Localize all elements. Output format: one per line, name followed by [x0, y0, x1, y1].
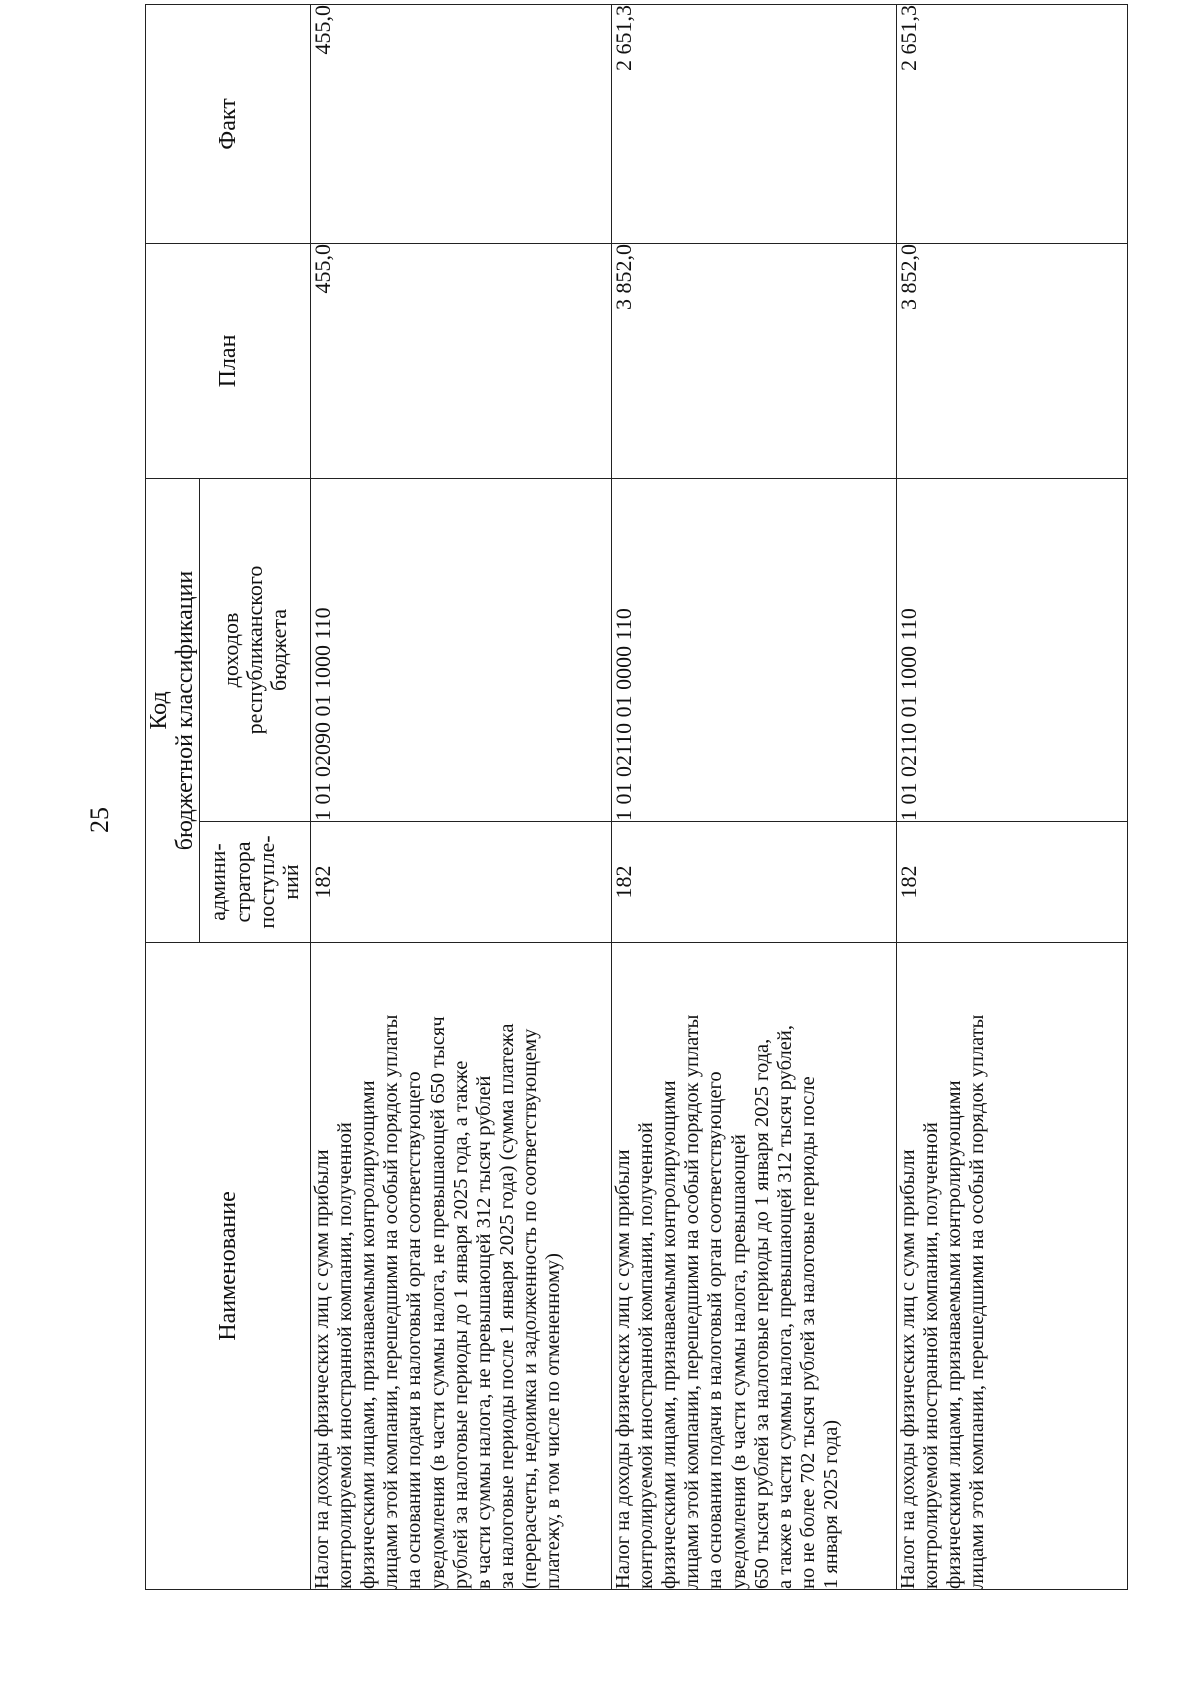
budget-table [145, 4, 1128, 1590]
row-name: Налог на доходы физических лиц с сумм прибыли контролируемой иностранной компании, полученной физическими лицами, признаваемыми контролирующими лицами этой компании, перешедшими на особый порядок уплаты [896, 943, 1127, 1590]
row-administrator-code: 182 [896, 822, 1127, 943]
row-plan-value: 455,0 [310, 243, 611, 478]
rotated-table-container [145, 5, 1115, 1590]
header-fact: Факт [146, 4, 311, 243]
row-fact-value: 455,0 [310, 4, 611, 243]
row-name: Налог на доходы физических лиц с сумм прибыли контролируемой иностранной компании, полученной физическими лицами, признаваемыми контролирующими лицами этой компании, перешедшими на особый порядок уплаты на основании подачи в налоговый орган соответствующего уведомления (в части суммы налога, превышающей 650 тысяч рублей за налоговые периоды до 1 января 2025 года, а также в части суммы налога, превышающей 312 тысяч рублей, но не более 702 тысяч рублей за налоговые периоды после 1 января 2025 года) [611, 943, 896, 1590]
row-plan-value: 3 852,0 [896, 243, 1127, 478]
row-fact-value: 2 651,3 [896, 4, 1127, 243]
header-plan: План [146, 243, 311, 478]
header-revenue: доходов республиканского бюджета [199, 478, 310, 821]
table-row [611, 4, 896, 1589]
table-row [896, 4, 1127, 1589]
row-revenue-code: 1 01 02110 01 1000 110 [896, 478, 1127, 821]
header-administrator: админи- стратора поступле- ний [199, 822, 310, 943]
row-name: Налог на доходы физических лиц с сумм прибыли контролируемой иностранной компании, полученной физическими лицами, признаваемыми контролирующими лицами этой компании, перешедшими на особый порядок уплаты на основании подачи в налоговый орган соответствующего уведомления (в части суммы налога, не превышающей 650 тысяч рублей за налоговые периоды до 1 января 2025 года, а также в части суммы налога, не превышающей 312 тысяч рублей за налоговые периоды после 1 января 2025 года) (сумма платежа (перерасчеты, недоимка и задолженность по соответствующему платежу, в том числе по отмененному) [310, 943, 611, 1590]
row-revenue-code: 1 01 02090 01 1000 110 [310, 478, 611, 821]
row-plan-value: 3 852,0 [611, 243, 896, 478]
table-row [310, 4, 611, 1589]
row-administrator-code: 182 [611, 822, 896, 943]
row-administrator-code: 182 [310, 822, 611, 943]
header-code-group: Код бюджетной классификации [146, 478, 200, 942]
header-name: Наименование [146, 943, 311, 1590]
row-revenue-code: 1 01 02110 01 0000 110 [611, 478, 896, 821]
page-number: 25 [85, 807, 114, 833]
row-fact-value: 2 651,3 [611, 4, 896, 243]
